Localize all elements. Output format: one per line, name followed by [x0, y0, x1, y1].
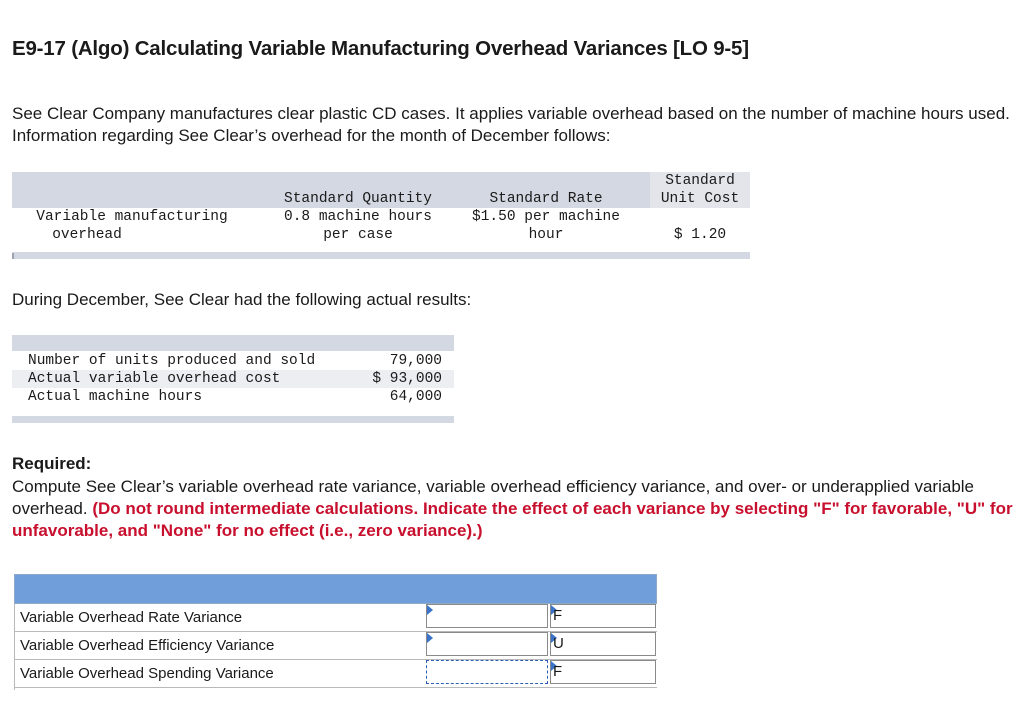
- effect-value: F: [553, 607, 563, 624]
- actual-results-table: [12, 335, 454, 423]
- header-standard-unit-cost-line1: Standard: [665, 173, 735, 189]
- table-bottom-band: [12, 416, 454, 423]
- rate-variance-effect-select[interactable]: [550, 604, 656, 628]
- actual-label: Actual variable overhead cost: [28, 371, 281, 387]
- during-december-text: During December, See Clear had the following actual results:: [12, 290, 472, 309]
- table-bottom-band: [12, 252, 750, 259]
- header-standard-unit-cost-line2: Unit Cost: [660, 191, 740, 207]
- quantity-line2: per case: [323, 227, 393, 243]
- table-row: [14, 604, 657, 632]
- row-label-line1: Variable manufacturing: [36, 209, 228, 225]
- actual-label: Number of units produced and sold: [28, 353, 316, 369]
- actual-value: $ 93,000: [372, 371, 442, 387]
- table-row: [14, 632, 657, 660]
- rate-line1: $1.50 per machine: [472, 209, 620, 225]
- rate-variance-amount-input[interactable]: [426, 604, 548, 628]
- effect-value: F: [553, 663, 563, 680]
- table-top-band: [12, 335, 454, 351]
- page-title: E9-17 (Algo) Calculating Variable Manufacturing Overhead Variances [LO 9-5]: [12, 37, 749, 60]
- table-row: [12, 352, 454, 370]
- required-question: Compute See Clear’s variable overhead rate variance, variable overhead efficiency variance, and over- or underapplied variable overhead.: [12, 477, 975, 518]
- efficiency-variance-effect-select[interactable]: [550, 632, 656, 656]
- rate-line2: hour: [528, 227, 564, 243]
- required-heading: Required:: [12, 454, 92, 473]
- input-marker-icon: [427, 605, 433, 615]
- answer-row-label: Variable Overhead Rate Variance: [20, 609, 243, 626]
- table-row: [12, 370, 454, 388]
- effect-value: U: [553, 635, 564, 652]
- required-instruction: (Do not round intermediate calculations. Indicate the effect of each variance by selecting "F" for favorable, "U" for unfavorable, and "None" for no effect (i.e., zero variance).): [12, 499, 1013, 540]
- spending-variance-effect-select[interactable]: [550, 660, 656, 684]
- answer-row-label: Variable Overhead Spending Variance: [20, 665, 274, 682]
- intro-paragraph: See Clear Company manufactures clear plastic CD cases. It applies variable overhead based on the number of machine hours used. Information regarding See Clear’s overhead for the month of December follows:: [12, 104, 1010, 145]
- header-standard-quantity: Standard Quantity: [284, 191, 432, 207]
- row-label-line2: overhead: [52, 227, 122, 243]
- actual-value: 79,000: [389, 353, 442, 369]
- unit-cost-value: $ 1.20: [673, 227, 727, 243]
- table-row: [14, 660, 657, 688]
- quantity-line1: 0.8 machine hours: [284, 209, 432, 225]
- answer-table-header: [14, 574, 657, 604]
- header-standard-rate: Standard Rate: [489, 191, 603, 207]
- table-row: [12, 388, 454, 406]
- answer-table: [14, 574, 657, 690]
- input-marker-icon: [427, 633, 433, 643]
- efficiency-variance-amount-input[interactable]: [426, 632, 548, 656]
- actual-label: Actual machine hours: [28, 389, 203, 405]
- table-edge: [12, 253, 14, 259]
- required-text: [12, 476, 1017, 542]
- spending-variance-amount-input[interactable]: [426, 660, 548, 684]
- answer-row-label: Variable Overhead Efficiency Variance: [20, 637, 275, 654]
- actual-value: 64,000: [389, 389, 442, 405]
- standards-table: [12, 172, 750, 259]
